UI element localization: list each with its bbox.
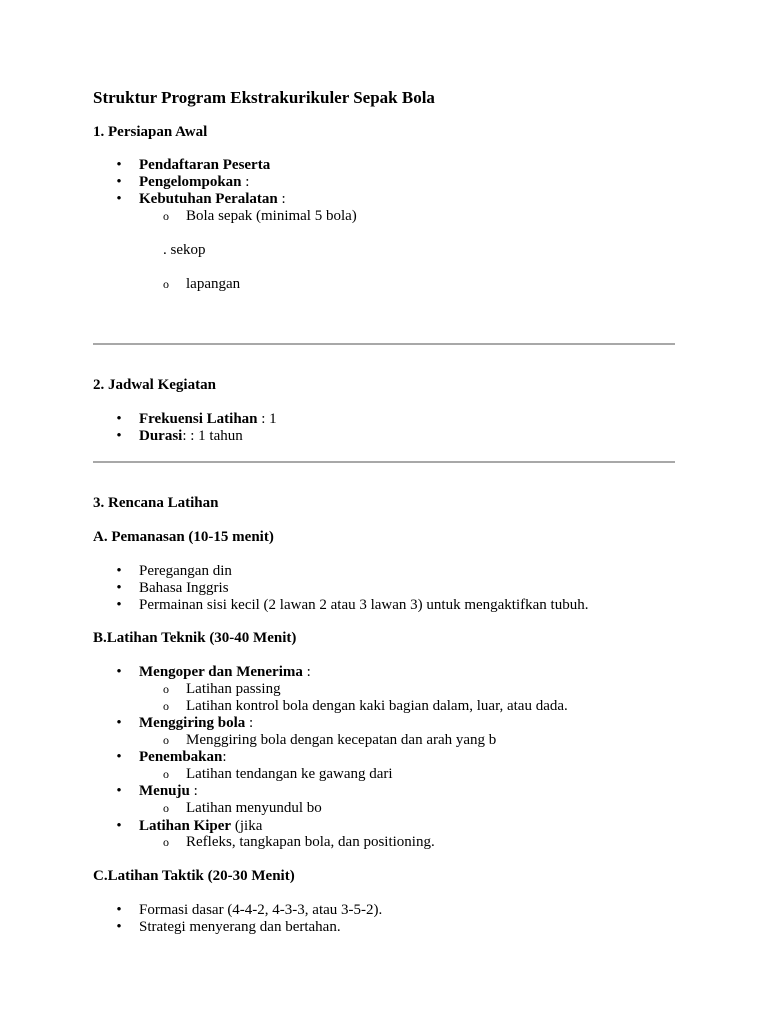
- item-bold-text: Menggiring bola: [139, 715, 246, 731]
- item-bold-text: Penembakan: [139, 749, 223, 765]
- bullet-icon: •: [116, 428, 122, 444]
- item-text: :: [222, 749, 227, 765]
- sub-list-item: Menggiring bola dengan kecepatan dan arah yang b: [186, 732, 497, 748]
- item-text: :: [302, 664, 311, 680]
- list-item: [139, 715, 253, 732]
- list-item: Peregangan din: [139, 563, 232, 579]
- horizontal-rule: [93, 461, 675, 463]
- list-item: Strategi menyerang dan bertahan.: [139, 919, 341, 935]
- sub-list-item: lapangan: [186, 276, 241, 292]
- list-item: [139, 818, 262, 835]
- sub-list-item: Latihan menyundul bo: [186, 800, 322, 816]
- document-title: Struktur Program Ekstrakurikuler Sepak Bola: [93, 88, 435, 107]
- bullet-icon: •: [116, 902, 122, 918]
- sub-bullet-icon: o: [163, 733, 169, 747]
- item-text: : 1: [257, 411, 277, 427]
- list-item: [139, 749, 227, 766]
- item-bold-text: Menuju: [139, 783, 190, 799]
- sub-bullet-icon: o: [163, 277, 169, 291]
- bullet-icon: •: [116, 783, 122, 799]
- item-text: :: [277, 191, 286, 207]
- sub-list-item: Refleks, tangkapan bola, dan positioning.: [186, 834, 435, 850]
- item-bold-text: Frekuensi Latihan: [139, 411, 258, 427]
- item-bold-text: Latihan Kiper: [139, 818, 232, 834]
- sub-list-item: Latihan tendangan ke gawang dari: [186, 766, 393, 782]
- horizontal-rule: [93, 343, 675, 345]
- list-item: . sekop: [163, 242, 206, 258]
- list-item: [139, 664, 311, 681]
- item-bold-text: Pengelompokan: [139, 174, 242, 190]
- item-text: :: [245, 715, 254, 731]
- bullet-icon: •: [116, 664, 122, 680]
- section-1-heading: 1. Persiapan Awal: [93, 124, 208, 140]
- list-item: Bahasa Inggris: [139, 580, 229, 596]
- list-item: [139, 783, 198, 800]
- item-bold-text: Pendaftaran Peserta: [139, 157, 271, 173]
- item-bold-text: Kebutuhan Peralatan: [139, 191, 278, 207]
- sub-bullet-icon: o: [163, 209, 169, 223]
- bullet-icon: •: [116, 411, 122, 427]
- bullet-icon: •: [116, 157, 122, 173]
- sub-bullet-icon: o: [163, 767, 169, 781]
- sub-bullet-icon: o: [163, 699, 169, 713]
- subsection-b-heading: B.Latihan Teknik (30-40 Menit): [93, 630, 297, 646]
- item-text: (jika: [231, 818, 263, 834]
- subsection-c-heading: C.Latihan Taktik (20-30 Menit): [93, 868, 295, 884]
- list-item: [139, 191, 286, 208]
- item-text: :: [241, 174, 250, 190]
- bullet-icon: •: [116, 174, 122, 190]
- bullet-icon: •: [116, 563, 122, 579]
- list-item: [139, 157, 270, 174]
- subsection-a-heading: A. Pemanasan (10-15 menit): [93, 529, 274, 545]
- bullet-icon: •: [116, 818, 122, 834]
- list-item: Formasi dasar (4-4-2, 4-3-3, atau 3-5-2).: [139, 902, 383, 918]
- bullet-icon: •: [116, 597, 122, 613]
- bullet-icon: •: [116, 580, 122, 596]
- item-text: : : 1 tahun: [182, 428, 243, 444]
- sub-bullet-icon: o: [163, 801, 169, 815]
- bullet-icon: •: [116, 919, 122, 935]
- sub-bullet-icon: o: [163, 835, 169, 849]
- sub-list-item: Latihan passing: [186, 681, 281, 697]
- item-bold-text: Mengoper dan Menerima: [139, 664, 303, 680]
- item-bold-text: Durasi: [139, 428, 183, 444]
- sub-list-item: Latihan kontrol bola dengan kaki bagian dalam, luar, atau dada.: [186, 698, 568, 714]
- list-item: [139, 174, 249, 191]
- list-item: Permainan sisi kecil (2 lawan 2 atau 3 lawan 3) untuk mengaktifkan tubuh.: [139, 597, 589, 613]
- item-text: :: [189, 783, 198, 799]
- bullet-icon: •: [116, 191, 122, 207]
- section-2-heading: 2. Jadwal Kegiatan: [93, 377, 216, 393]
- sub-bullet-icon: o: [163, 682, 169, 696]
- bullet-icon: •: [116, 749, 122, 765]
- list-item: [139, 428, 243, 445]
- list-item: [139, 411, 277, 428]
- bullet-icon: •: [116, 715, 122, 731]
- section-3-heading: 3. Rencana Latihan: [93, 495, 219, 511]
- sub-list-item: Bola sepak (minimal 5 bola): [186, 208, 357, 224]
